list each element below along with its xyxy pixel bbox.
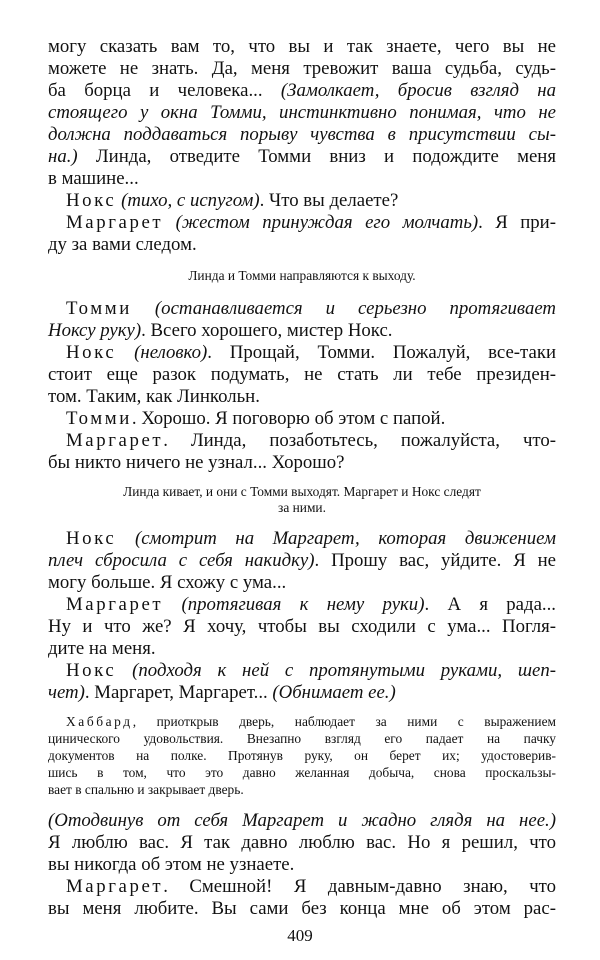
text-line [48,364,556,386]
text-run: стоит еще разок подумать, не стать ли тебе президен- [48,364,556,385]
italic-run: (тихо, с испугом) [121,190,260,211]
dialogue-line [48,190,556,212]
text-line [48,452,556,474]
text-run [116,342,134,363]
speaker-name: Нокс [66,190,117,211]
dialogue-line [48,212,556,234]
italic-run: (останавливается и серьезно протягивает [154,298,556,319]
speaker-name: Хаббард [66,714,133,729]
text-run: том. Таким, как Линкольн. [48,386,260,407]
text-line [48,616,556,638]
dialogue-line [48,876,556,898]
italic-run: должна поддаваться порыву чувства в присутствии сы- [48,124,556,145]
page-number: 409 [287,926,313,945]
dialogue-line [48,594,556,616]
text-line [48,898,556,920]
text-line [48,58,556,80]
text-run: дите на меня. [48,638,156,659]
text-run: Линда и Томми направляются к выходу. [188,268,416,283]
italic-run: (подходя к ней с протянутыми руками, шеп- [132,660,556,681]
text-run: Ну и что же? Я хочу, чтобы вы сходили с ума... Погля- [48,616,556,637]
text-run: вает в спальню и закрывает дверь. [48,782,244,797]
speaker-name: Маргарет [66,876,164,897]
stage-direction [48,500,556,516]
stage-direction [48,714,556,730]
text-line [48,638,556,660]
text-run: Я люблю вас. Я так давно люблю вас. Но я решил, что [48,832,556,853]
dialogue-line [48,298,556,320]
italic-run: (Замолкает, бросив взгляд на [280,80,556,101]
text-run: вы меня любите. Вы сами без конца мне об этом рас- [48,898,556,919]
text-run: могу сказать вам то, что вы и так знаете, чего вы не [48,36,556,57]
italic-run: чет) [48,682,85,703]
text-line [48,102,556,124]
text-run: . Прошу вас, уйдите. Я не [314,550,556,571]
stage-direction [48,765,556,781]
text-line [48,572,556,594]
text-run: документов на полке. Протянув руку, он берет их; удостоверив- [48,748,556,763]
text-run: Линда, отведите Томми вниз и подождите меня [77,146,556,167]
text-run: за ними. [278,500,326,515]
text-run: могу больше. Я схожу с ума... [48,572,287,593]
dialogue-line [48,430,556,452]
stage-direction [48,782,556,798]
italic-run: плеч сбросила с себя накидку) [48,550,315,571]
speaker-name: Маргарет [66,594,164,615]
stage-direction [48,748,556,764]
text-run: . Я при- [478,212,556,233]
text-line [48,168,556,190]
text-line [48,234,556,256]
text-line [48,550,556,572]
text-run: . Маргарет, Маргарет... [84,682,273,703]
text-run [163,212,175,233]
dialogue-line [48,342,556,364]
text-run [132,298,155,319]
dialogue-line [48,528,556,550]
text-line [48,682,556,704]
italic-run: (Обнимает ее.) [272,682,396,703]
dialogue-line [48,660,556,682]
text-run: можете не знать. Да, меня тревожит ваша судьба, судь- [48,58,556,79]
italic-run: (неловко) [134,342,208,363]
text-run: Линда кивает, и они с Томми выходят. Маргарет и Нокс следят [123,484,481,499]
italic-run: (протягивая к нему руки) [181,594,425,615]
text-run: . Всего хорошего, мистер Нокс. [141,320,393,341]
text-line [48,146,556,168]
text-line [48,320,556,342]
italic-run: (Отодвинув от себя Маргарет и жадно глядя на нее.) [48,810,556,831]
stage-direction [48,484,556,500]
text-run [163,594,181,615]
text-run: в машине... [48,168,139,189]
text-line [48,386,556,408]
speaker-name: Нокс [66,528,117,549]
speaker-name: Маргарет [66,430,164,451]
italic-run: стоящего у окна Томми, инстинктивно понимая, что не [48,102,556,123]
speaker-name: Нокс [66,342,117,363]
text-run [116,660,132,681]
text-run: . А я рада... [424,594,556,615]
italic-run: (жестом принуждая его молчать) [175,212,479,233]
text-run [116,528,135,549]
speaker-name: Нокс [66,660,117,681]
text-run: , приоткрыв дверь, наблюдает за ними с выражением [132,714,556,729]
text-run: . Смешной! Я давным-давно знаю, что [163,876,556,897]
dialogue-line [48,408,556,430]
text-run: ба борца и человека... [48,80,281,101]
speaker-name: Томми [66,298,132,319]
text-line [48,124,556,146]
text-run: . Что вы делаете? [259,190,399,211]
text-line [48,854,556,876]
text-line [48,810,556,832]
text-run: вы никогда об этом не узнаете. [48,854,295,875]
text-run: шись в том, что это давно желанная добыча, снова проскальзы- [48,765,556,780]
stage-direction [48,268,556,284]
text-line [48,832,556,854]
speaker-name: Маргарет [66,212,164,233]
italic-run: Ноксу руку) [48,320,142,341]
italic-run: (смотрит на Маргарет, которая движением [134,528,556,549]
text-run: ду за вами следом. [48,234,197,255]
text-line [48,36,556,58]
text-run: бы никто ничего не узнал... Хорошо? [48,452,345,473]
italic-run: на.) [48,146,78,167]
stage-direction [48,731,556,747]
text-run: . Хорошо. Я поговорю об этом с папой. [131,408,446,429]
text-line [48,80,556,102]
text-run: . Прощай, Томми. Пожалуй, все-таки [207,342,556,363]
text-run: . Линда, позаботьтесь, пожалуйста, что- [163,430,556,451]
speaker-name: Томми [66,408,132,429]
text-run: цинического удовольствия. Внезапно взгляд его падает на пачку [48,731,556,746]
